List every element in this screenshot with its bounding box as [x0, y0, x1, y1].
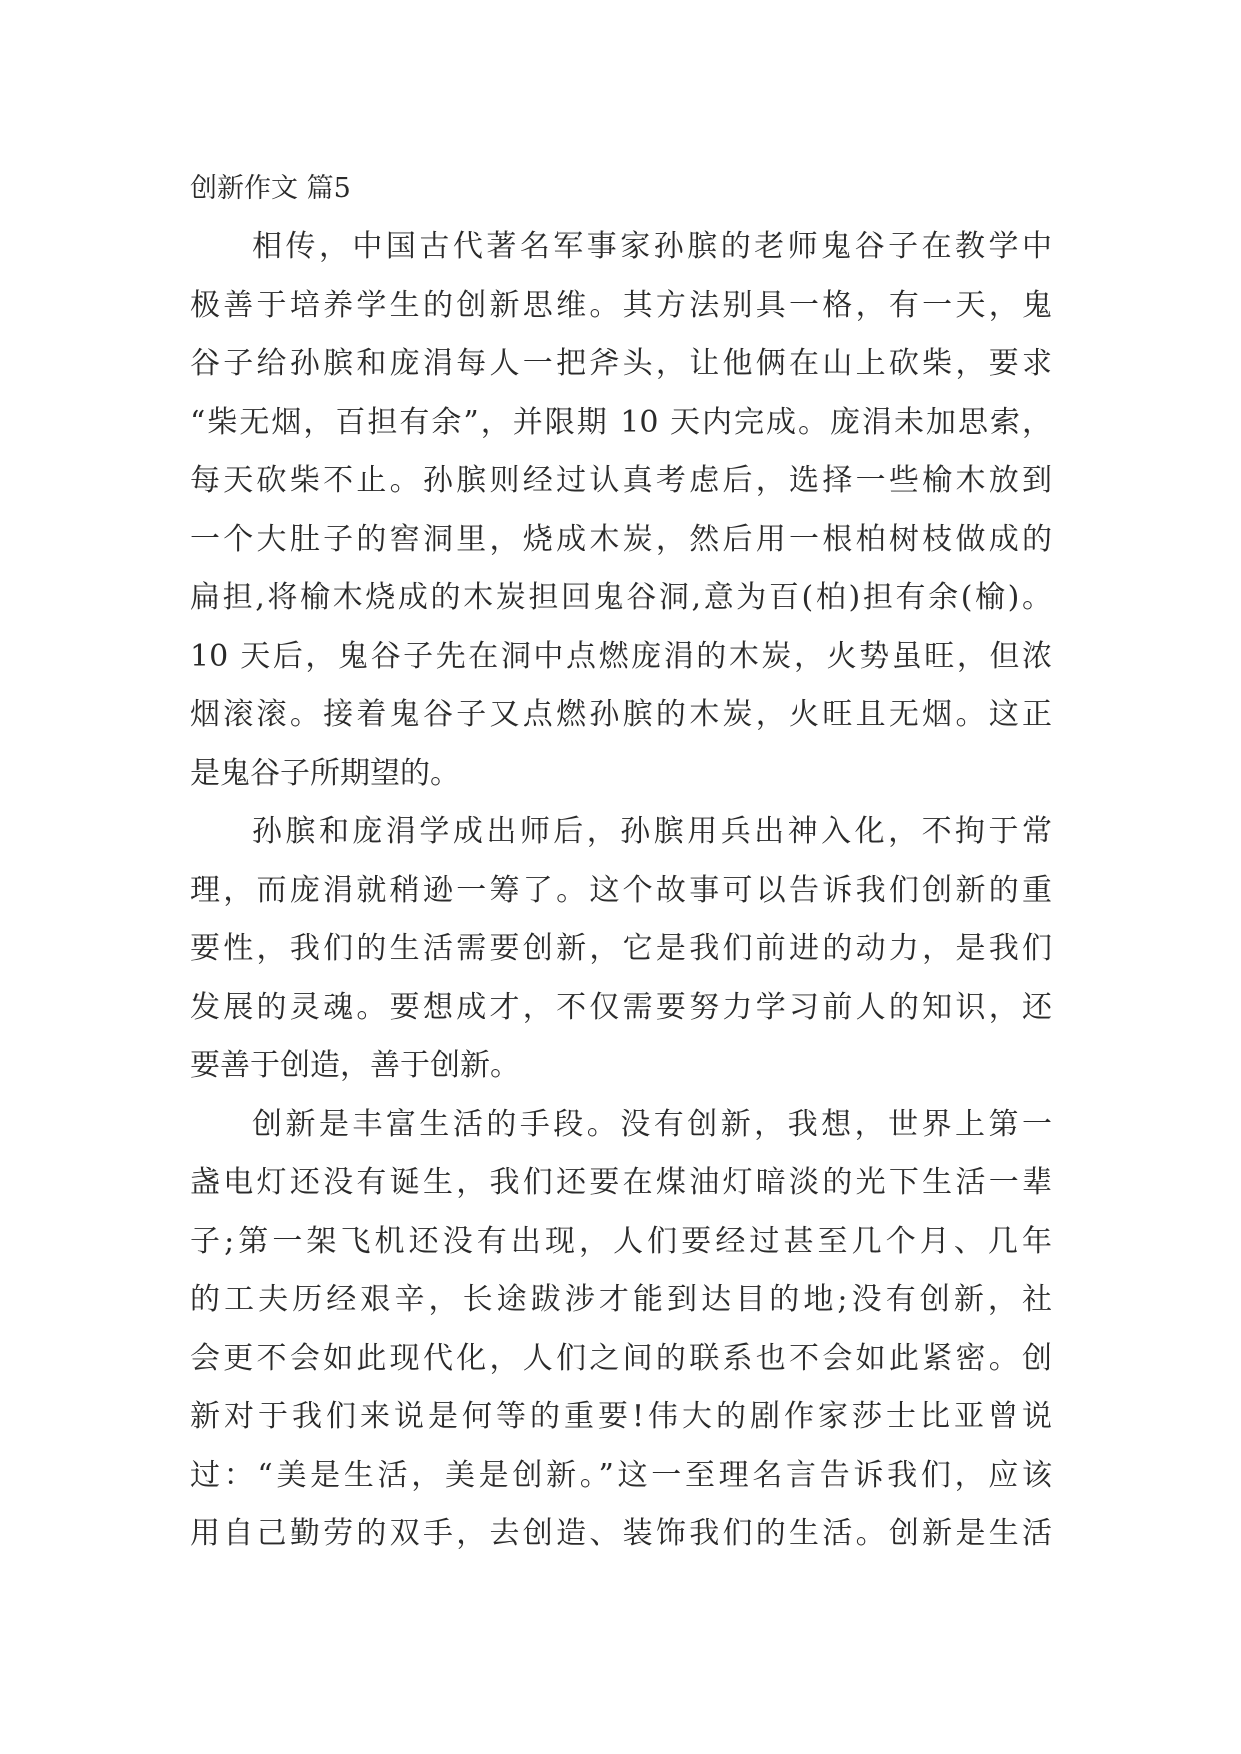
- paragraph-line: 极善于培养学生的创新思维。其方法别具一格，有一天，鬼: [190, 287, 1052, 323]
- paragraph-line: 是鬼谷子所期望的。: [190, 755, 460, 791]
- paragraph-line: 用自己勤劳的双手，去创造、装饰我们的生活。创新是生活: [190, 1516, 1052, 1551]
- paragraph-line: 发展的灵魂。要想成才，不仅需要努力学习前人的知识，还: [190, 989, 1052, 1025]
- paragraph-line: 10 天后，鬼谷子先在洞中点燃庞涓的木炭，火势虽旺，但浓: [190, 638, 1052, 674]
- paragraph-line: 会更不会如此现代化，人们之间的联系也不会如此紧密。创: [190, 1340, 1052, 1376]
- paragraph-line: 烟滚滚。接着鬼谷子又点燃孙膑的木炭，火旺且无烟。这正: [190, 697, 1052, 732]
- paragraph-1: [190, 218, 1052, 803]
- paragraph-line: 一个大肚子的窖洞里，烧成木炭，然后用一根柏树枝做成的: [190, 521, 1052, 557]
- paragraph-3: [190, 1096, 1052, 1564]
- paragraph-line: 谷子给孙膑和庞涓每人一把斧头，让他俩在山上砍柴，要求: [190, 346, 1052, 381]
- paragraph-line: 每天砍柴不止。孙膑则经过认真考虑后，选择一些榆木放到: [190, 463, 1052, 498]
- paragraph-line: 理，而庞涓就稍逊一筹了。这个故事可以告诉我们创新的重: [190, 872, 1052, 908]
- paragraph-2: [190, 803, 1052, 1096]
- document-title: 创新作文 篇5: [190, 173, 351, 204]
- paragraph-line: 孙膑和庞涓学成出师后，孙膑用兵出神入化，不拘于常: [252, 814, 1052, 849]
- paragraph-line: 要性，我们的生活需要创新，它是我们前进的动力，是我们: [190, 931, 1052, 966]
- document-body: [190, 160, 1052, 1564]
- paragraph-line: 新对于我们来说是何等的重要!伟大的剧作家莎士比亚曾说: [190, 1399, 1052, 1434]
- paragraph-line: 的工夫历经艰辛，长途跋涉才能到达目的地;没有创新，社: [190, 1282, 1052, 1317]
- paragraph-line: 要善于创造，善于创新。: [190, 1048, 520, 1083]
- paragraph-line: 子;第一架飞机还没有出现，人们要经过甚至几个月、几年: [190, 1223, 1052, 1259]
- paragraph-line: 盏电灯还没有诞生，我们还要在煤油灯暗淡的光下生活一辈: [190, 1165, 1052, 1200]
- paragraph-line: 过：“美是生活，美是创新。”这一至理名言告诉我们，应该: [190, 1457, 1052, 1493]
- paragraph-line: “柴无烟，百担有余”，并限期 10 天内完成。庞涓未加思索，: [190, 404, 1052, 440]
- paragraph-line: 扁担,将榆木烧成的木炭担回鬼谷洞,意为百(柏)担有余(榆)。: [190, 580, 1052, 615]
- paragraph-line: 创新是丰富生活的手段。没有创新，我想，世界上第一: [252, 1106, 1052, 1142]
- paragraph-line: 相传，中国古代著名军事家孙膑的老师鬼谷子在教学中: [252, 229, 1052, 264]
